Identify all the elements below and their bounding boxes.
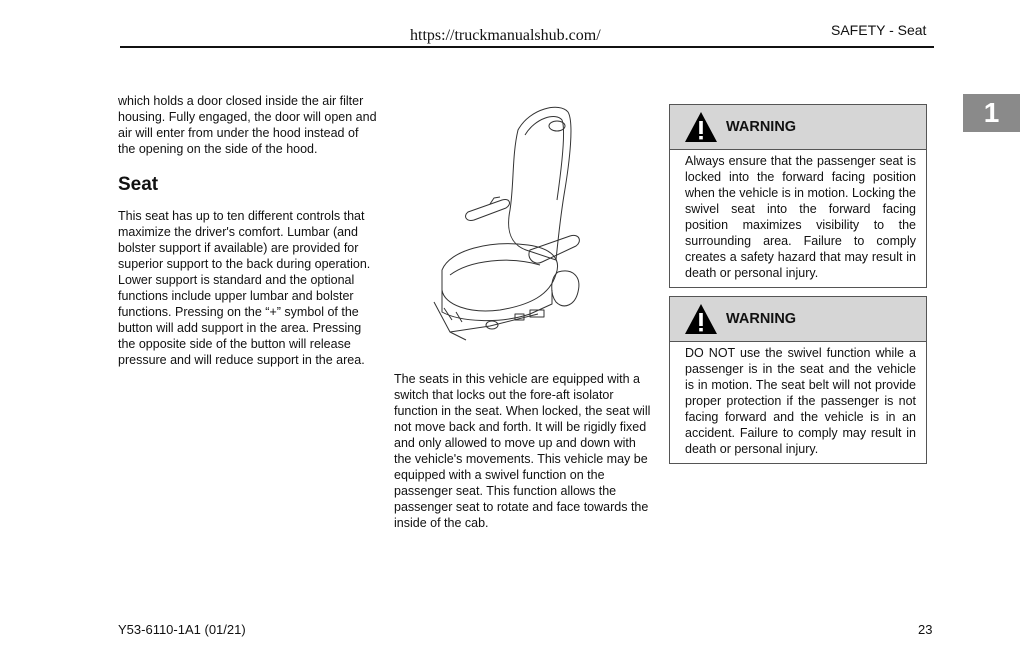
left-column (118, 93, 378, 368)
warning-text: Always ensure that the passenger seat is locked into the forward facing position when the vehicle is in motion. Locking the swivel seat into the forward facing position maximizes visibility to the surrounding area. Failure to comply creates a safety hazard that may result in death or personal injury. (685, 154, 916, 280)
intro-paragraph: which holds a door closed inside the air filter housing. Fully engaged, the door will open and air will enter from under the hood instead of the opening on the side of the hood. (118, 94, 377, 156)
warning-triangle-icon (684, 110, 718, 144)
seat-paragraph: This seat has up to ten different controls that maximize the driver's comfort. Lumbar (and bolster support if available) are provided for superior support to the back during operation. Lower support is standard and the optional functions include upper lumbar and bolster functions. Pressing on the “+” symbol of the button will add support in the area. Pressing the opposite side of the button will release pressure and will reduce support in the area. (118, 209, 371, 367)
seat-backrest-seam (525, 116, 564, 200)
header-section-title: SAFETY - Seat (831, 22, 927, 38)
seat-left-armrest (466, 200, 510, 221)
warning-box-2 (669, 296, 927, 464)
chapter-tab: 1 (963, 94, 1020, 132)
seat-lever (444, 308, 462, 322)
seat-lock-paragraph: The seats in this vehicle are equipped with a switch that locks out the fore-aft isolator function in the seat. When locked, the seat will not move back and forth. It will be rigidly fixed and only allowed to move up and down with the vehicle's movements. This vehicle may be equipped with a swivel function on the passenger seat. This function allows the passenger seat to rotate and face towards the inside of the cab. (394, 372, 651, 530)
warning-box-1 (669, 104, 927, 288)
seat-rail-front (450, 314, 538, 332)
warning-header (670, 105, 926, 150)
footer-doc-id: Y53-6110-1A1 (01/21) (118, 622, 246, 637)
warning-text: DO NOT use the swivel function while a passenger is in the seat and the vehicle is in motion. The seat belt will not provide proper protection if the passenger is not facing forward and the vehicle is in an accident. Failure to comply may result in death or personal injury. (685, 346, 916, 456)
warning-header (670, 297, 926, 342)
seat-logo (549, 121, 565, 131)
warning-triangle-icon (684, 302, 718, 336)
header-url: https://truckmanualshub.com/ (410, 27, 601, 44)
page-number: 23 (918, 622, 933, 637)
seat-cushion-seam (450, 260, 540, 275)
header-rule (120, 46, 934, 48)
warning-label: WARNING (726, 311, 797, 327)
middle-column (394, 371, 654, 531)
warning-label: WARNING (726, 119, 797, 135)
seat-illustration (430, 100, 595, 355)
seat-cushion (442, 244, 558, 311)
seat-heading: Seat (118, 174, 159, 195)
